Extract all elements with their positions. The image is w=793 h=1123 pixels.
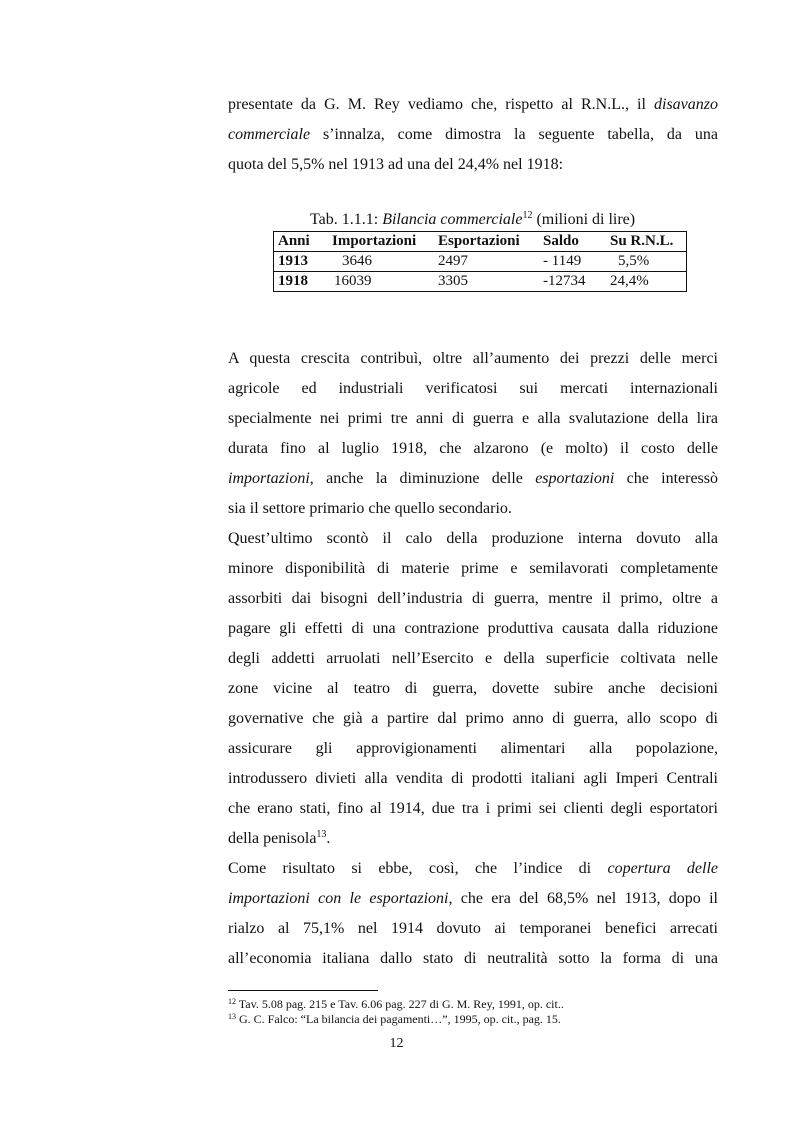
text-run: governative che già a partire dal primo anno di guerra, allo scopo di bbox=[228, 710, 718, 727]
text-run: della penisola bbox=[228, 830, 317, 847]
table-header-row bbox=[274, 232, 687, 252]
header-cell: Su R.N.L. bbox=[610, 233, 674, 249]
footnote-text: Tav. 5.08 pag. 215 e Tav. 6.06 pag. 227 di G. M. Rey, 1991, op. cit.. bbox=[236, 997, 564, 1011]
table-cell: 5,5% bbox=[618, 253, 650, 269]
text-line bbox=[228, 120, 718, 150]
text-run: degli addetti arruolati nell’Esercito e della superficie coltivata nelle bbox=[228, 650, 718, 667]
italic-run: importazioni bbox=[228, 470, 310, 487]
text-line bbox=[228, 344, 718, 374]
footnote-ref: 13 bbox=[316, 829, 327, 840]
page-number: 12 bbox=[389, 1036, 404, 1051]
text-run: all’economia italiana dallo stato di neutralità sotto la forma di una bbox=[228, 950, 718, 967]
text-line bbox=[228, 944, 718, 974]
text-line bbox=[228, 90, 718, 120]
text-run: s’innalza, come dimostra la seguente tabella, da una bbox=[310, 126, 718, 143]
text-line bbox=[228, 764, 718, 794]
footnote-ref: 12 bbox=[522, 210, 533, 221]
table-cell bbox=[274, 252, 329, 272]
text-run: zone vicine al teatro di guerra, dovette subire anche decisioni bbox=[228, 680, 718, 697]
text-line bbox=[228, 704, 718, 734]
text-line bbox=[228, 524, 718, 554]
text-run: che interessò bbox=[614, 470, 718, 487]
table-row bbox=[274, 252, 687, 272]
text-run: specialmente nei primi tre anni di guerra e alla svalutazione della lira bbox=[228, 410, 718, 427]
header-cell: Saldo bbox=[543, 233, 579, 249]
text-line bbox=[228, 854, 718, 884]
footnote-text: G. C. Falco: “La bilancia dei pagamenti…”, 1995, op. cit., pag. 15. bbox=[236, 1012, 561, 1026]
text-run: , anche la diminuzione delle bbox=[309, 470, 536, 487]
year-label: 1918 bbox=[278, 273, 308, 289]
footnote-mark: 12 bbox=[228, 997, 236, 1006]
text-run: , che era del 68,5% nel 1913, dopo il bbox=[448, 890, 718, 907]
text-line bbox=[228, 434, 718, 464]
italic-run: disavanzo bbox=[654, 96, 718, 113]
text-run: assicurare gli approvigionamenti alimentari alla popolazione, bbox=[228, 740, 718, 757]
table-cell: 3305 bbox=[438, 273, 468, 289]
table-cell bbox=[274, 272, 329, 292]
text-run: . bbox=[326, 830, 331, 847]
year-label: 1913 bbox=[278, 253, 308, 269]
text-run: agricole ed industriali verificatosi sui mercati internazionali bbox=[228, 380, 718, 397]
footnote-mark: 13 bbox=[228, 1012, 236, 1021]
text-run: A questa crescita contribuì, oltre all’aumento dei prezzi delle merci bbox=[228, 350, 718, 367]
text-line bbox=[228, 404, 718, 434]
intro-paragraph bbox=[228, 90, 718, 180]
text-line bbox=[228, 794, 718, 824]
text-line bbox=[228, 150, 718, 180]
text-line bbox=[228, 644, 718, 674]
italic-run: copertura delle bbox=[607, 860, 718, 877]
caption-prefix: Tab. 1.1.1: bbox=[310, 211, 383, 228]
text-run: minore disponibilità di materie prime e semilavorati completamente bbox=[228, 560, 718, 577]
table-cell: - 1149 bbox=[543, 253, 582, 269]
text-run: presentate da G. M. Rey vediamo che, rispetto al R.N.L., il bbox=[228, 96, 654, 113]
text-run: che erano stati, fino al 1914, due tra i primi sei clienti degli esportatori bbox=[228, 800, 718, 817]
table-cell: 24,4% bbox=[610, 273, 649, 289]
footnote-12 bbox=[228, 997, 564, 1011]
paragraph-3 bbox=[228, 854, 718, 974]
text-line bbox=[228, 914, 718, 944]
table-cell: -12734 bbox=[543, 273, 586, 289]
text-line bbox=[228, 464, 718, 494]
text-line bbox=[228, 374, 718, 404]
text-line bbox=[228, 614, 718, 644]
footnote-13 bbox=[228, 1012, 561, 1026]
text-line bbox=[228, 824, 718, 854]
table-row bbox=[274, 272, 687, 292]
header-cell: Anni bbox=[278, 233, 310, 249]
trade-balance-table bbox=[273, 231, 687, 292]
text-run: quota del 5,5% nel 1913 ad una del 24,4% nel 1918: bbox=[228, 156, 564, 173]
footnote-separator bbox=[228, 990, 378, 991]
caption-suffix: (milioni di lire) bbox=[532, 211, 636, 228]
paragraph-1 bbox=[228, 344, 718, 524]
text-line bbox=[228, 554, 718, 584]
paragraph-2 bbox=[228, 524, 718, 854]
text-run: assorbiti dai bisogni dell’industria di guerra, mentre il primo, oltre a bbox=[228, 590, 718, 607]
text-line bbox=[228, 674, 718, 704]
table-caption bbox=[310, 211, 635, 229]
header-cell: Esportazioni bbox=[438, 233, 520, 249]
caption-title: Bilancia commerciale bbox=[382, 211, 523, 228]
header-cell: Importazioni bbox=[332, 233, 417, 249]
text-run: rialzo al 75,1% nel 1914 dovuto ai temporanei benefici arrecati bbox=[228, 920, 718, 937]
italic-run: esportazioni bbox=[535, 470, 615, 487]
text-run: pagare gli effetti di una contrazione produttiva causata dalla riduzione bbox=[228, 620, 718, 637]
text-run: durata fino al luglio 1918, che alzarono (e molto) il costo delle bbox=[228, 440, 718, 457]
text-line bbox=[228, 734, 718, 764]
table-cell: 3646 bbox=[342, 253, 372, 269]
text-line bbox=[228, 494, 718, 524]
text-line bbox=[228, 884, 718, 914]
text-run: Come risultato si ebbe, così, che l’indice di bbox=[228, 860, 608, 877]
table-cell: 16039 bbox=[334, 273, 372, 289]
italic-run: importazioni con le esportazioni bbox=[228, 890, 449, 907]
text-run: introdussero divieti alla vendita di prodotti italiani agli Imperi Centrali bbox=[228, 770, 718, 787]
text-line bbox=[228, 584, 718, 614]
table-cell: 2497 bbox=[438, 253, 468, 269]
italic-run: commerciale bbox=[228, 126, 311, 143]
text-run: sia il settore primario che quello secondario. bbox=[228, 500, 512, 517]
text-run: Quest’ultimo scontò il calo della produzione interna dovuto alla bbox=[228, 530, 718, 547]
